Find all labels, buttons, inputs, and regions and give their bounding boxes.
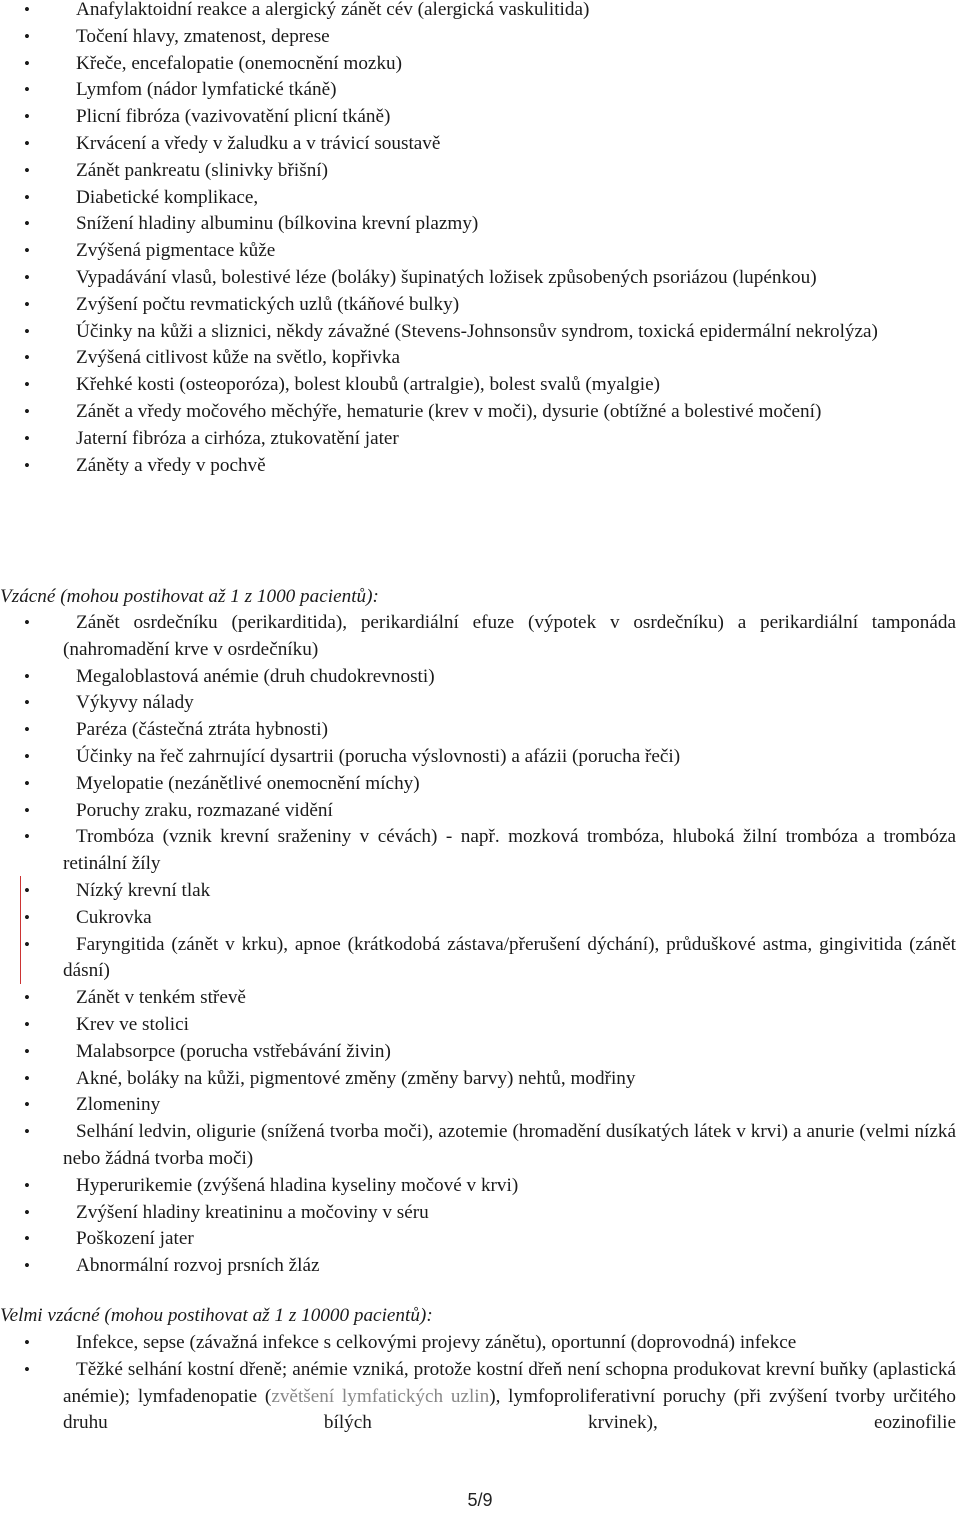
list-item: • Poruchy zraku, rozmazané vidění <box>0 798 960 825</box>
list-item: • Infekce, sepse (závažná infekce s celkovými projevy zánětu), oportunní (doprovodná) infekce <box>0 1330 960 1357</box>
list-item: • Zánět a vředy močového měchýře, hematurie (krev v moči), dysurie (obtížné a bolestivé močení) <box>0 399 960 426</box>
list-item: • Zvýšená pigmentace kůže <box>0 238 960 265</box>
list-item-text: ), lymfoproliferativní poruchy (při zvýšení tvorby určitého druhu bílých krvinek), eozinofilie <box>63 1385 956 1434</box>
very-rare-section-heading: Velmi vzácné (mohou postihovat až 1 z 10000 pacientů): <box>0 1305 433 1326</box>
list-item: • Zánět osrdečníku (perikarditida), perikardiální efuze (výpotek v osrdečníku) a perikardiální tamponáda (nahromadění krve v osrdečníku) <box>0 610 960 664</box>
list-item: • Snížení hladiny albuminu (bílkovina krevní plazmy) <box>0 211 960 238</box>
list-item-highlight: zvětšení lymfatických uzlin <box>271 1385 490 1407</box>
list-item: • Točení hlavy, zmatenost, deprese <box>0 24 960 51</box>
list-item: • Zvýšená citlivost kůže na světlo, kopřivka <box>0 345 960 372</box>
list-item: • Plicní fibróza (vazivovatění plicní tkáně) <box>0 104 960 131</box>
list-item: • Hyperurikemie (zvýšená hladina kyseliny močové v krvi) <box>0 1173 960 1200</box>
very-rare-side-effects-list <box>0 1330 960 1437</box>
list-item: • Diabetické komplikace, <box>0 185 960 212</box>
list-item: • Jaterní fibróza a cirhóza, ztukovatění jater <box>0 426 960 453</box>
revision-change-bar <box>20 876 21 984</box>
list-item-text: Těžké selhání kostní dřeně; anémie vzniká, protože kostní dřeň není schopna produkovat krevní buňky (aplastická anémie); lymfadenopatie ( <box>63 1358 956 1407</box>
list-item: • Zlomeniny <box>0 1092 960 1119</box>
list-item: • Akné, boláky na kůži, pigmentové změny (změny barvy) nehtů, modřiny <box>0 1066 960 1093</box>
list-item: • Záněty a vředy v pochvě <box>0 453 960 480</box>
list-item: • Malabsorpce (porucha vstřebávání živin) <box>0 1039 960 1066</box>
list-item: • Účinky na kůži a sliznici, někdy závažné (Stevens-Johnsonsův syndrom, toxická epidermální nekrolýza) <box>0 319 960 346</box>
list-item: • Selhání ledvin, oligurie (snížená tvorba moči), azotemie (hromadění dusíkatých látek v krvi) a anurie (velmi nízká nebo žádná tvorba moči) <box>0 1119 960 1173</box>
list-item: • Vypadávání vlasů, bolestivé léze (boláky) šupinatých ložisek způsobených psoriázou (lupénkou) <box>0 265 960 292</box>
list-item: • Krev ve stolici <box>0 1012 960 1039</box>
list-item: • Zánět v tenkém střevě <box>0 985 960 1012</box>
list-item: • Anafylaktoidní reakce a alergický zánět cév (alergická vaskulitida) <box>0 0 960 24</box>
common-side-effects-list <box>0 0 960 479</box>
rare-side-effects-list <box>0 610 960 1280</box>
page-number: 5/9 <box>467 1490 493 1510</box>
list-item: • Účinky na řeč zahrnující dysartrii (porucha výslovnosti) a afázii (porucha řeči) <box>0 744 960 771</box>
list-item: • Zvýšení hladiny kreatininu a močoviny v séru <box>0 1200 960 1227</box>
rare-section-heading: Vzácné (mohou postihovat až 1 z 1000 pacientů): <box>0 586 379 607</box>
list-item: • Zvýšení počtu revmatických uzlů (tkáňové bulky) <box>0 292 960 319</box>
list-item <box>0 1357 960 1437</box>
list-item: • Nízký krevní tlak <box>0 878 960 905</box>
list-item: • Křehké kosti (osteoporóza), bolest kloubů (artralgie), bolest svalů (myalgie) <box>0 372 960 399</box>
list-item: • Paréza (částečná ztráta hybnosti) <box>0 717 960 744</box>
list-item: • Křeče, encefalopatie (onemocnění mozku) <box>0 51 960 78</box>
list-item: • Trombóza (vznik krevní sraženiny v cévách) - např. mozková trombóza, hluboká žilní trombóza a trombóza retinální žíly <box>0 824 960 878</box>
list-item: • Zánět pankreatu (slinivky břišní) <box>0 158 960 185</box>
list-item: • Abnormální rozvoj prsních žláz <box>0 1253 960 1280</box>
list-item: • Megaloblastová anémie (druh chudokrevnosti) <box>0 664 960 691</box>
list-item: • Výkyvy nálady <box>0 690 960 717</box>
list-item: • Myelopatie (nezánětlivé onemocnění míchy) <box>0 771 960 798</box>
list-item: • Faryngitida (zánět v krku), apnoe (krátkodobá zástava/přerušení dýchání), průduškové astma, gingivitida (zánět dásní) <box>0 932 960 986</box>
list-item: • Krvácení a vředy v žaludku a v trávicí soustavě <box>0 131 960 158</box>
list-item: • Lymfom (nádor lymfatické tkáně) <box>0 77 960 104</box>
list-item: • Poškození jater <box>0 1226 960 1253</box>
list-item: • Cukrovka <box>0 905 960 932</box>
